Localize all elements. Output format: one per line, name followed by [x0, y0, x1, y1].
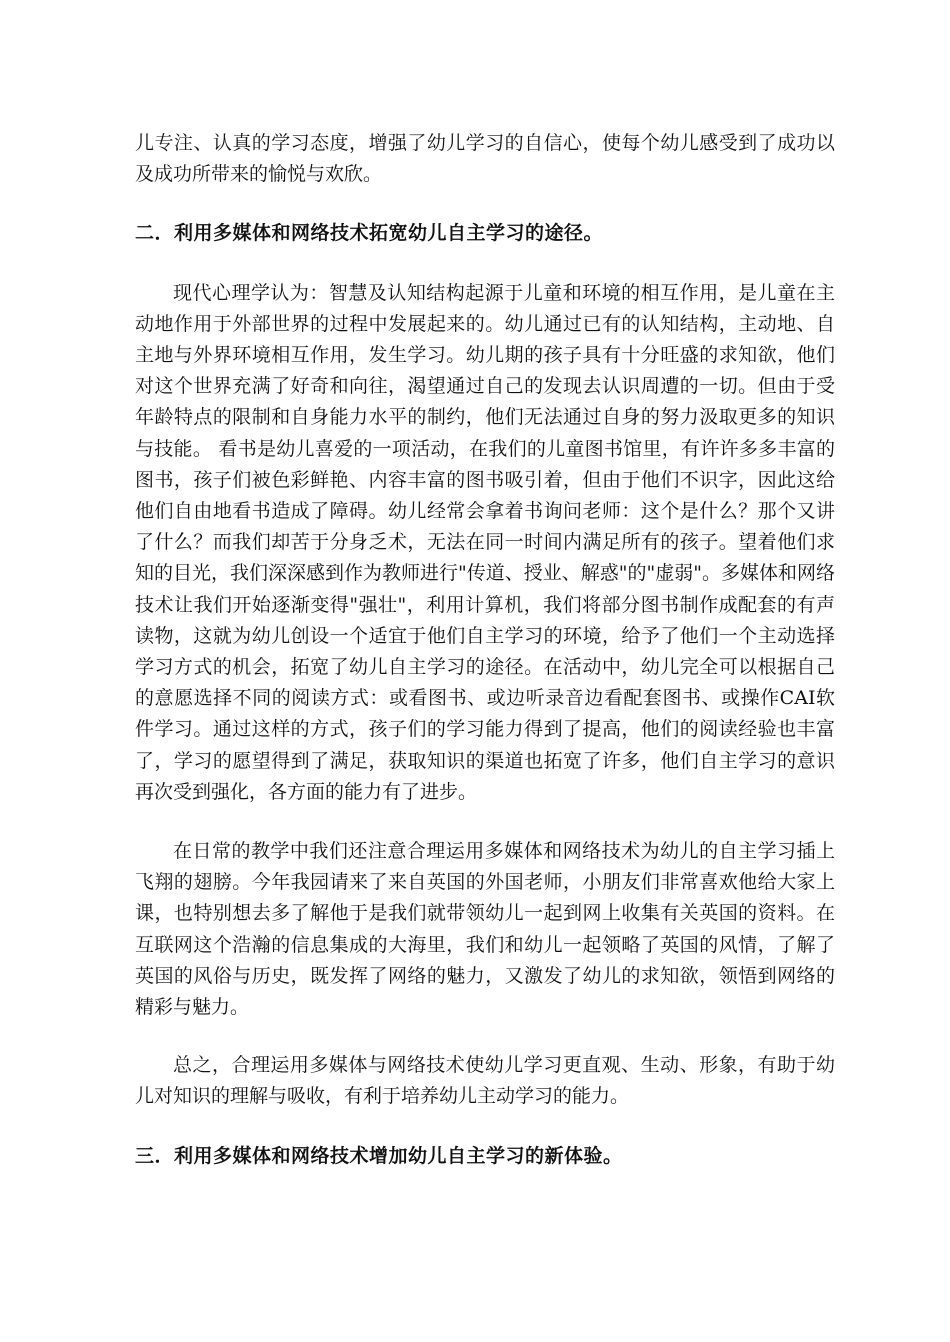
paragraph-english-teacher: 在日常的教学中我们还注意合理运用多媒体和网络技术为幼儿的自主学习插上飞翔的翅膀。今年我园请来了来自英国的外国老师，小朋友们非常喜欢他给大家上课，也特别想去多了解他于是我们就带领幼儿一起到网上收集有关英国的资料。在互联网这个浩瀚的信息集成的大海里，我们和幼儿一起领略了英国的风情，了解了英国的风俗与历史，既发挥了网络的魅力，又激发了幼儿的求知欲，领悟到网络的精彩与魅力。 — [135, 840, 835, 1019]
paragraph-spacer — [135, 1023, 835, 1050]
paragraph-psychology-and-library: 现代心理学认为：智慧及认知结构起源于儿童和环境的相互作用，是儿童在主动地作用于外部世界的过程中发展起来的。幼儿通过已有的认知结构，主动地、自主地与外界环境相互作用，发生学习。幼儿期的孩子具有十分旺盛的求知欲，他们对这个世界充满了好奇和向往，渴望通过自己的发现去认识周遭的一切。但由于受年龄特点的限制和自身能力水平的制约，他们无法通过自身的努力汲取更多的知识与技能。 看书是幼儿喜爱的一项活动，在我们的儿童图书馆里，有许许多多丰富的图书，孩子们被色彩鲜艳、内容丰富的图书吸引着，但由于他们不识字，因此这给他们自由地看书造成了障碍。幼儿经常会拿着书询问老师：这个是什么？那个又讲了什么？而我们却苦于分身乏术，无法在同一时间内满足所有的孩子。望着他们求知的目光，我们深深感到作为教师进行"传道、授业、解惑"的"虚弱"。多媒体和网络技术让我们开始逐渐变得"强壮"，利用计算机，我们将部分图书制作成配套的有声读物，这就为幼儿创设一个适宜于他们自主学习的环境，给予了他们一个主动选择学习方式的机会，拓宽了幼儿自主学习的途径。在活动中，幼儿完全可以根据自己的意愿选择不同的阅读方式：或看图书、或边听录音边看配套图书、或操作CAI软件学习。通过这样的方式，孩子们的学习能力得到了提高，他们的阅读经验也丰富了，学习的愿望得到了满足，获取知识的渠道也拓宽了许多，他们自主学习的意识再次受到强化，各方面的能力有了进步。 — [135, 281, 835, 803]
paragraph-spacer — [135, 808, 835, 836]
section-heading-2: 二．利用多媒体和网络技术拓宽幼儿自主学习的途径。 — [135, 222, 604, 245]
paragraph-spacer — [135, 1113, 835, 1141]
paragraph-continuation: 儿专注、认真的学习态度，增强了幼儿学习的自信心，使每个幼儿感受到了成功以及成功所带来的愉悦与欢欣。 — [135, 132, 835, 186]
section-heading-3: 三．利用多媒体和网络技术增加幼儿自主学习的新体验。 — [135, 1144, 623, 1167]
paragraph-spacer — [135, 190, 835, 218]
document-body — [135, 128, 835, 1172]
paragraph-spacer — [135, 250, 835, 278]
paragraph-summary: 总之，合理运用多媒体与网络技术使幼儿学习更直观、生动、形象，有助于幼儿对知识的理解与吸收，有利于培养幼儿主动学习的能力。 — [135, 1054, 835, 1108]
